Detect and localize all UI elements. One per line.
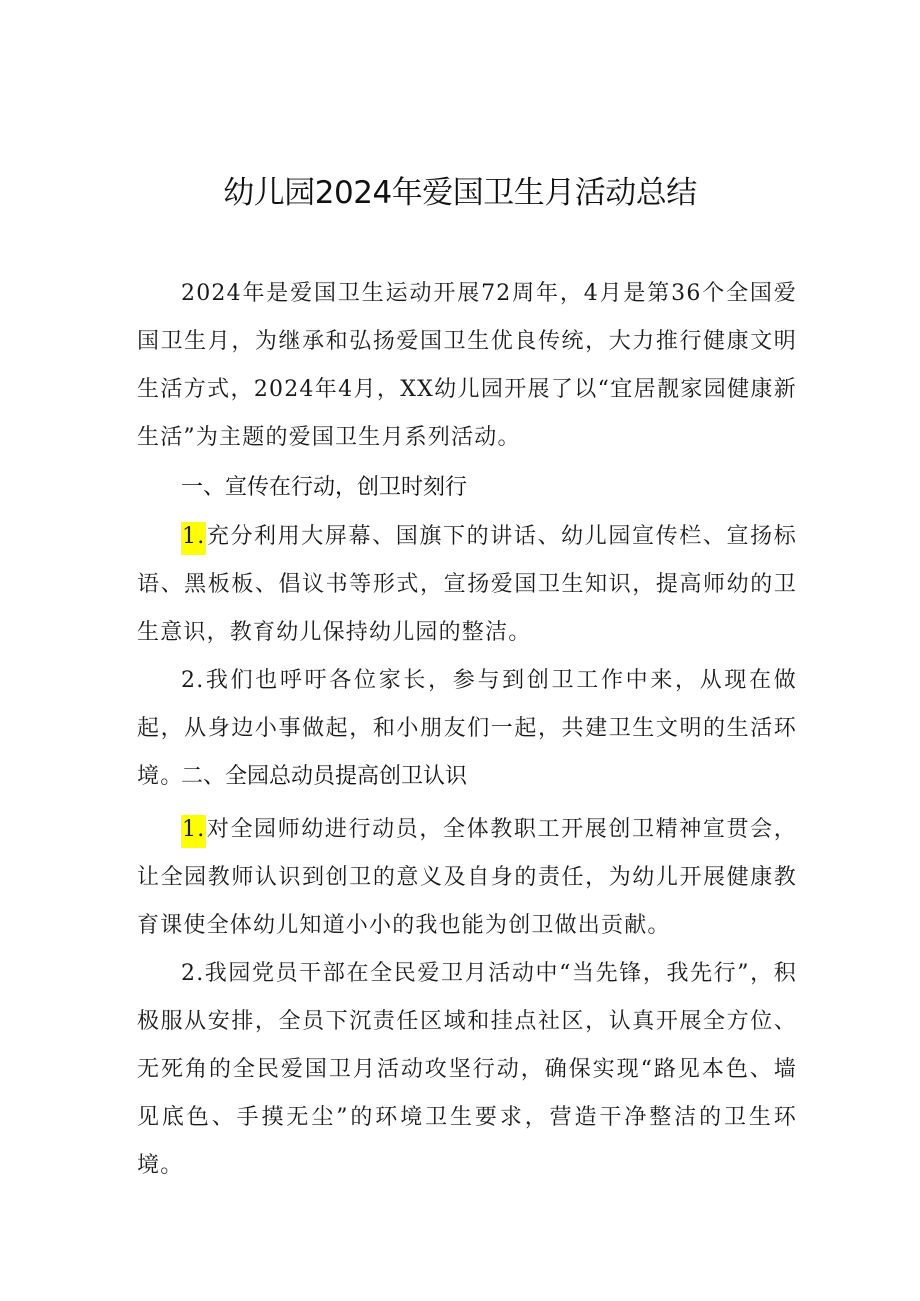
item-text: 我们也呼吁各位家长，参与到创卫工作中来，从现在做起，从身边小事做起，和小朋友们一起，共建卫生文明的生活环境。: [137, 668, 797, 789]
section-heading-2: 二、全园总动员提高创卫认识: [181, 764, 468, 789]
item-number: 2.: [181, 668, 205, 693]
section-1-item-1: [137, 513, 797, 657]
highlighted-item-number: 1.: [181, 815, 206, 848]
document-title: 幼儿园2024年爱国卫生月活动总结: [223, 175, 697, 211]
section-2-item-2: [137, 950, 797, 1190]
highlighted-item-number: 1.: [181, 522, 206, 555]
section-heading-1: 一、宣传在行动，创卫时刻行: [181, 475, 468, 500]
intro-paragraph: 2024年是爱国卫生运动开展72周年，4月是第36个全国爱国卫生月，为继承和弘扬爱国卫生优良传统，大力推行健康文明生活方式，2024年4月，XX幼儿园开展了以“宜居靓家园健康新生活”为主题的爱国卫生月系列活动。: [137, 281, 797, 450]
item-text: 充分利用大屏幕、国旗下的讲话、幼儿园宣传栏、宣扬标语、黑板板、倡议书等形式，宣扬爱国卫生知识，提高师幼的卫生意识，教育幼儿保持幼儿园的整洁。: [137, 524, 797, 645]
section-2-item-1: [137, 806, 797, 950]
item-text: 对全园师幼进行动员，全体教职工开展创卫精神宣贯会，让全园教师认识到创卫的意义及自身的责任，为幼儿开展健康教育课使全体幼儿知道小小的我也能为创卫做出贡献。: [137, 817, 797, 938]
item-number: 2.: [181, 961, 205, 986]
item-text: 我园党员干部在全民爱卫月活动中“当先锋，我先行”，积极服从安排，全员下沉责任区域和挂点社区，认真开展全方位、无死角的全民爱国卫月活动攻坚行动，确保实现“路见本色、墙见底色、手摸无尘”的环境卫生要求，营造干净整洁的卫生环境。: [137, 961, 797, 1178]
